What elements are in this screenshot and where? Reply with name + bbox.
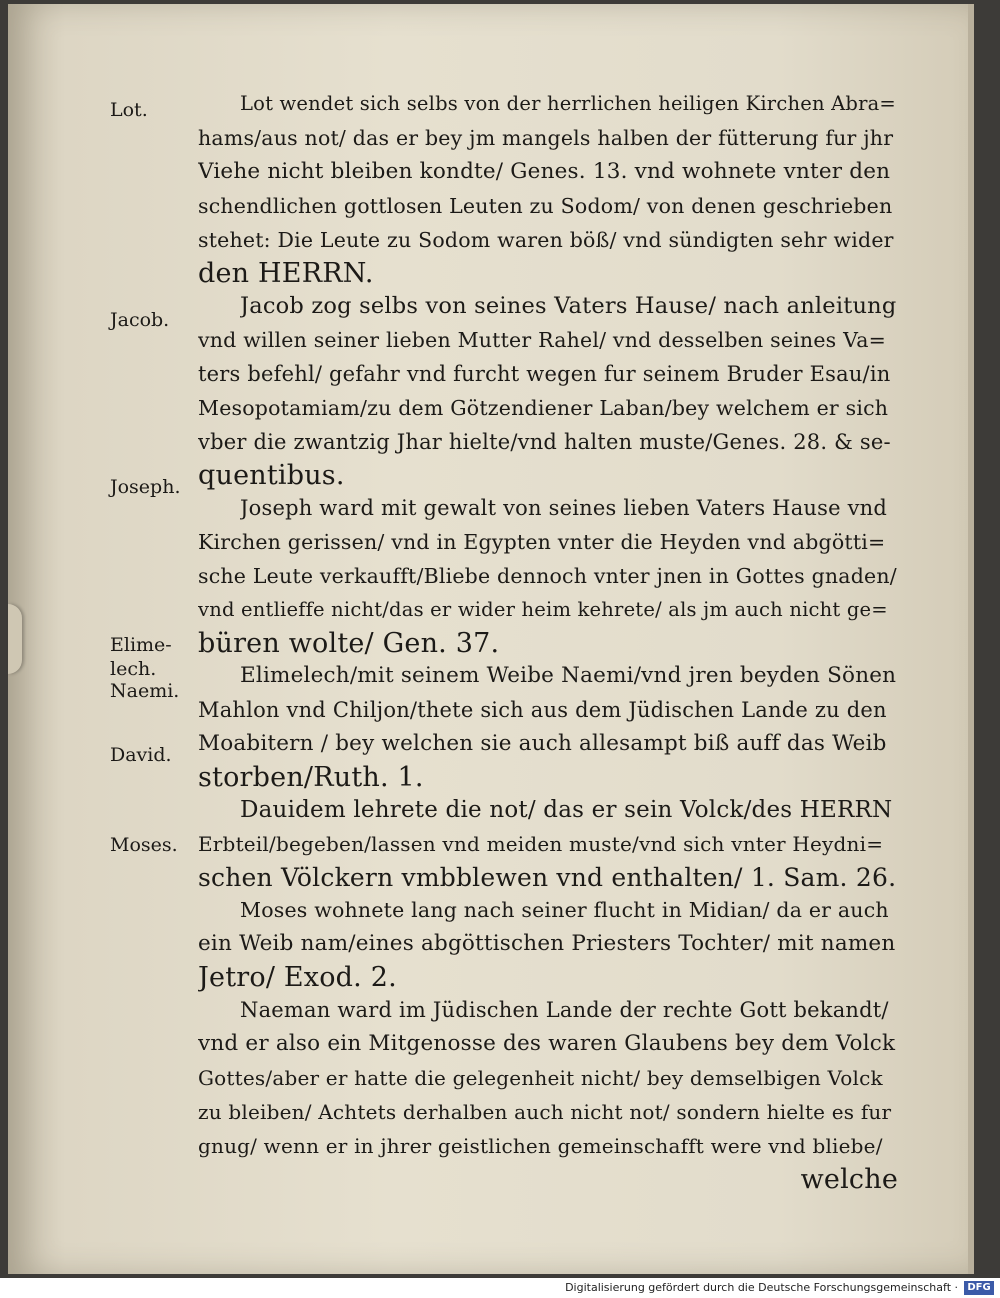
text-line: stehet: Die Leute zu Sodom waren böß/ vnd sündigten sehr wider [198, 228, 894, 252]
text-line: Lot wendet sich selbs von der herrlichen heiligen Kirchen Abra= [240, 92, 896, 115]
text-line: Viehe nicht bleiben kondte/ Genes. 13. vnd wohnete vnter den [198, 159, 891, 184]
book-page [8, 4, 974, 1274]
text-line: vnd willen seiner lieben Mutter Rahel/ vnd desselben seines Va= [198, 328, 887, 352]
margin-note-elimelech-2: lech. [110, 658, 157, 680]
text-line: Erbteil/begeben/lassen vnd meiden muste/vnd sich vnter Heydni= [198, 832, 884, 856]
text-line: Jacob zog selbs von seines Vaters Hause/ nach anleitung [240, 293, 897, 319]
text-line: Dauidem lehrete die not/ das er sein Volck/des HERRN [240, 797, 893, 823]
margin-note-elimelech-1: Elime- [110, 634, 172, 656]
text-line: Naeman ward im Jüdischen Lande der rechte Gott bekandt/ [240, 998, 889, 1022]
text-line: Mesopotamiam/zu dem Götzendiener Laban/bey welchem er sich [198, 396, 889, 420]
margin-note-moses: Moses. [110, 834, 178, 856]
text-line: storben/Ruth. 1. [198, 762, 424, 793]
text-line: Moses wohnete lang nach seiner flucht in Midian/ da er auch [240, 898, 889, 922]
text-line: hams/aus not/ das er bey jm mangels halben der fütterung fur jhr [198, 126, 894, 150]
margin-note-lot: Lot. [110, 99, 148, 121]
text-line: Kirchen gerissen/ vnd in Egypten vnter die Heyden vnd abgötti= [198, 530, 886, 554]
text-line: Jetro/ Exod. 2. [198, 962, 397, 993]
text-line: Mahlon vnd Chiljon/thete sich aus dem Jüdischen Lande zu den [198, 698, 887, 722]
text-line: ein Weib nam/eines abgöttischen Priesters Tochter/ mit namen [198, 931, 896, 956]
text-line: schen Völckern vmbblewen vnd enthalten/ 1. Sam. 26. [198, 863, 897, 892]
text-line: zu bleiben/ Achtets derhalben auch nicht not/ sondern hielte es fur [198, 1100, 892, 1124]
margin-note-naemi: Naemi. [110, 680, 180, 702]
text-line: schendlichen gottlosen Leuten zu Sodom/ von denen geschrieben [198, 194, 893, 218]
text-line: Joseph ward mit gewalt von seines lieben Vaters Hause vnd [240, 496, 888, 520]
margin-note-joseph: Joseph. [110, 476, 181, 498]
text-line: vber die zwantzig Jhar hielte/vnd halten muste/Genes. 28. & se- [198, 430, 891, 454]
text-line: den HERRN. [198, 258, 374, 289]
text-line: quentibus. [198, 460, 345, 491]
text-line: vnd er also ein Mitgenosse des waren Glaubens bey dem Volck [198, 1031, 896, 1056]
page-edge [8, 604, 22, 674]
catchword: welche [800, 1164, 898, 1195]
text-line: ters befehl/ gefahr vnd furcht wegen fur seinem Bruder Esau/in [198, 362, 891, 386]
funding-notice: Digitalisierung gefördert durch die Deutsche Forschungsgemeinschaft · [565, 1281, 958, 1294]
text-line: büren wolte/ Gen. 37. [198, 628, 500, 659]
footer-bar [0, 1278, 1000, 1298]
margin-note-jacob: Jacob. [110, 309, 170, 331]
margin-note-david: David. [110, 744, 172, 766]
text-line: Moabitern / bey welchen sie auch allesampt biß auff das Weib [198, 731, 887, 756]
text-line: Elimelech/mit seinem Weibe Naemi/vnd jren beyden Sönen [240, 663, 897, 688]
dfg-logo: DFG [964, 1281, 994, 1295]
text-line: vnd entlieffe nicht/das er wider heim kehrete/ als jm auch nicht ge= [198, 598, 888, 621]
text-line: sche Leute verkaufft/Bliebe dennoch vnter jnen in Gottes gnaden/ [198, 564, 897, 588]
text-line: Gottes/aber er hatte die gelegenheit nicht/ bey demselbigen Volck [198, 1066, 883, 1090]
text-line: gnug/ wenn er in jhrer geistlichen gemeinschafft were vnd bliebe/ [198, 1134, 883, 1158]
